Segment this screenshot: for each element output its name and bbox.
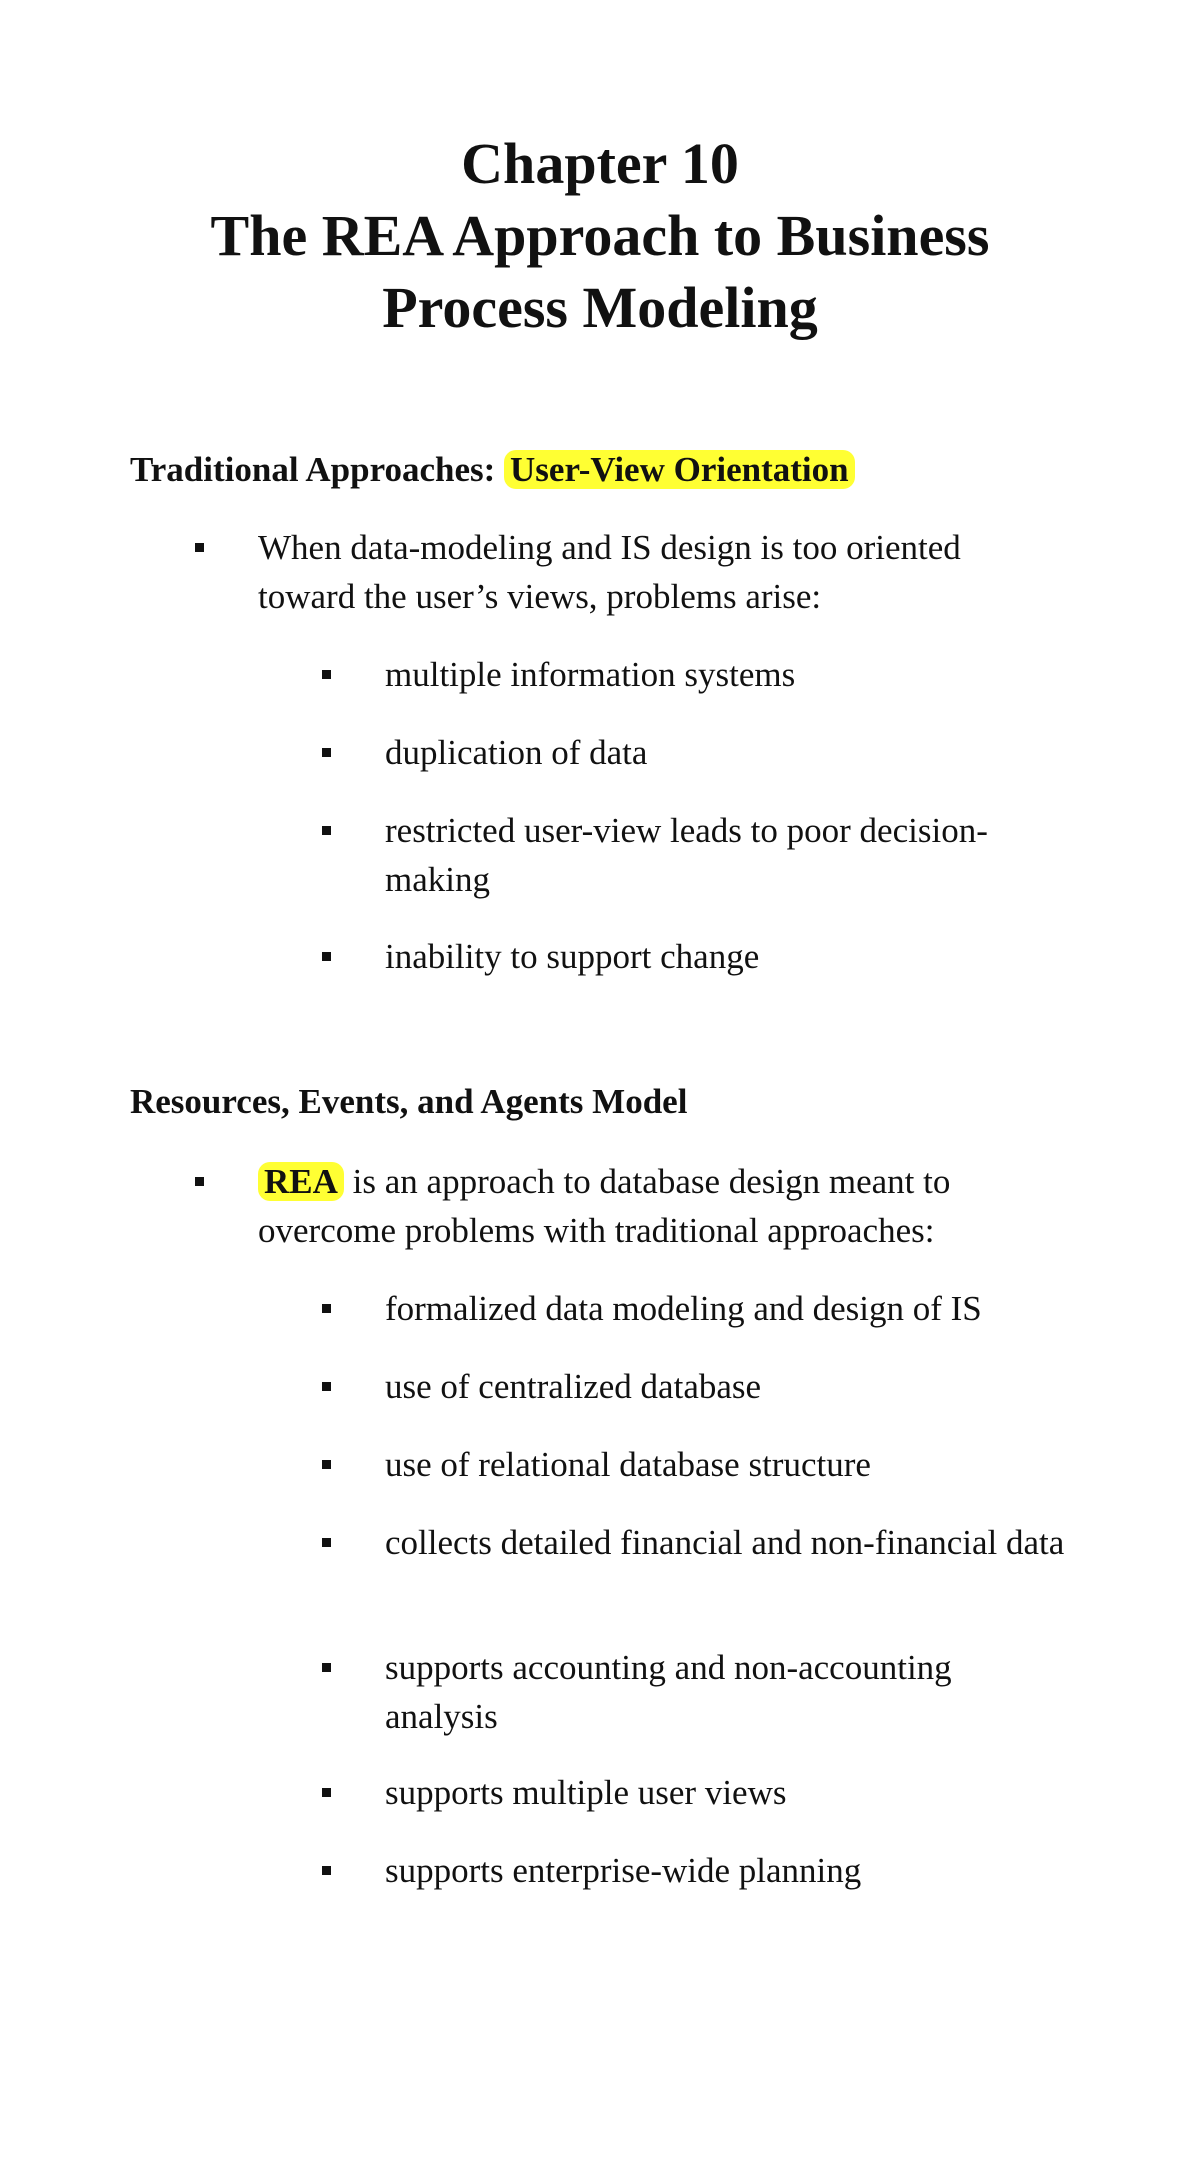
- section-heading-prefix: Traditional Approaches:: [130, 450, 505, 489]
- highlighted-term-user-view-orientation: User-View Orientation: [504, 450, 855, 489]
- list-item-text: supports accounting and non-accounting analysis: [385, 1648, 952, 1736]
- title-line-1: Chapter 10: [461, 131, 739, 196]
- list-item: [385, 806, 1065, 904]
- list-item: [258, 523, 1058, 621]
- title-line-2: The REA Approach to Business: [210, 203, 990, 268]
- list-item: [385, 1846, 1065, 1895]
- square-bullet-icon: [195, 543, 204, 552]
- square-bullet-icon: [322, 1460, 331, 1469]
- list-item: [385, 1518, 1065, 1567]
- square-bullet-icon: [322, 670, 331, 679]
- list-item: [385, 728, 1065, 777]
- list-item-text: restricted user-view leads to poor decision-making: [385, 811, 988, 899]
- square-bullet-icon: [322, 1304, 331, 1313]
- list-item-text: supports multiple user views: [385, 1773, 787, 1812]
- square-bullet-icon: [322, 826, 331, 835]
- square-bullet-icon: [322, 1788, 331, 1797]
- list-item-text: supports enterprise-wide planning: [385, 1851, 862, 1890]
- list-item-text: When data-modeling and IS design is too oriented toward the user’s views, problems arise:: [258, 528, 961, 616]
- title-line-3: Process Modeling: [382, 275, 818, 340]
- list-item-text: use of centralized database: [385, 1367, 762, 1406]
- list-item-text: use of relational database structure: [385, 1445, 871, 1484]
- square-bullet-icon: [322, 1866, 331, 1875]
- list-item: [258, 1157, 1058, 1255]
- square-bullet-icon: [322, 1382, 331, 1391]
- list-item-text: collects detailed financial and non-financial data: [385, 1523, 1065, 1562]
- list-item: [385, 1284, 1065, 1333]
- list-item: [385, 650, 1065, 699]
- list-item-text: is an approach to database design meant to overcome problems with traditional approaches:: [258, 1162, 951, 1250]
- list-item: [385, 1362, 1065, 1411]
- square-bullet-icon: [195, 1177, 204, 1186]
- list-item: [385, 1643, 1065, 1741]
- highlighted-term-rea: REA: [258, 1162, 344, 1201]
- list-item-text: inability to support change: [385, 937, 760, 976]
- list-item-text: formalized data modeling and design of IS: [385, 1289, 982, 1328]
- list-item-text: multiple information systems: [385, 655, 796, 694]
- page-title: [0, 128, 1200, 344]
- square-bullet-icon: [322, 748, 331, 757]
- square-bullet-icon: [322, 952, 331, 961]
- list-item: [385, 1440, 1065, 1489]
- square-bullet-icon: [322, 1663, 331, 1672]
- list-item: [385, 1768, 1065, 1817]
- section-heading-traditional-approaches: [130, 448, 855, 492]
- list-item-text: duplication of data: [385, 733, 648, 772]
- section-heading-rea-model: Resources, Events, and Agents Model: [130, 1082, 688, 1121]
- square-bullet-icon: [322, 1538, 331, 1547]
- list-item: [385, 932, 1065, 981]
